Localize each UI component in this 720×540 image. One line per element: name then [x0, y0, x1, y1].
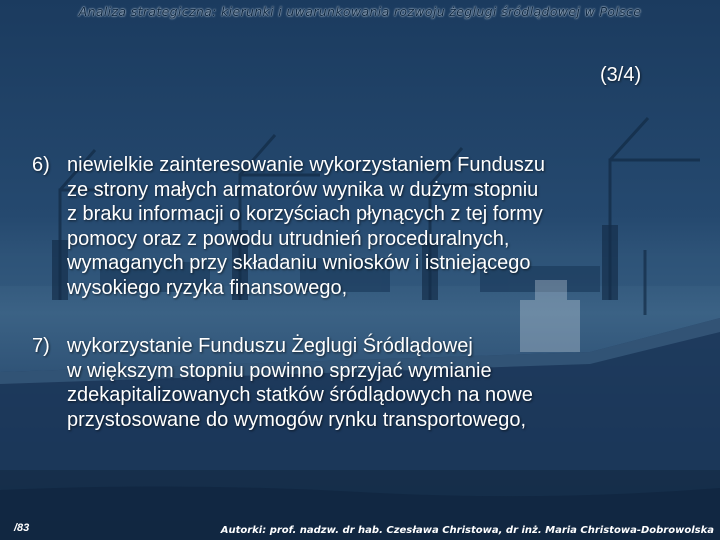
list-item-line: niewielkie zainteresowanie wykorzystaniem Funduszu	[67, 154, 545, 176]
list-item-number: 7)	[32, 335, 50, 357]
list-item	[32, 334, 702, 432]
list-item-line: z braku informacji o korzyściach płynących z tej formy	[67, 203, 543, 225]
list-item	[32, 153, 702, 300]
slide-counter: (3/4)	[600, 64, 642, 86]
list-item-line: wymaganych przy składaniu wniosków i istniejącego	[67, 252, 531, 274]
page-number: /83	[14, 522, 30, 534]
list-item-line: pomocy oraz z powodu utrudnień proceduralnych,	[67, 227, 510, 250]
list-item-line: wykorzystanie Funduszu Żeglugi Śródlądowej	[67, 335, 473, 357]
list-item-line: w większym stopniu powinno sprzyjać wymianie	[67, 359, 492, 382]
list-item-line: zdekapitalizowanych statków śródlądowych na nowe	[67, 384, 533, 406]
list-item-number: 6)	[32, 154, 50, 176]
header-title: Analiza strategiczna: kierunki i uwarunkowania rozwoju żeglugi śródlądowej w Polsce	[78, 4, 642, 19]
list-item-line: przystosowane do wymogów rynku transportowego,	[67, 408, 527, 431]
footer-authors: Autorki: prof. nadzw. dr hab. Czesława Christowa, dr inż. Maria Christowa-Dobrowolska	[220, 525, 714, 536]
list-item-line: wysokiego ryzyka finansowego,	[67, 276, 348, 299]
list-item-line: ze strony małych armatorów wynika w dużym stopniu	[67, 178, 539, 201]
